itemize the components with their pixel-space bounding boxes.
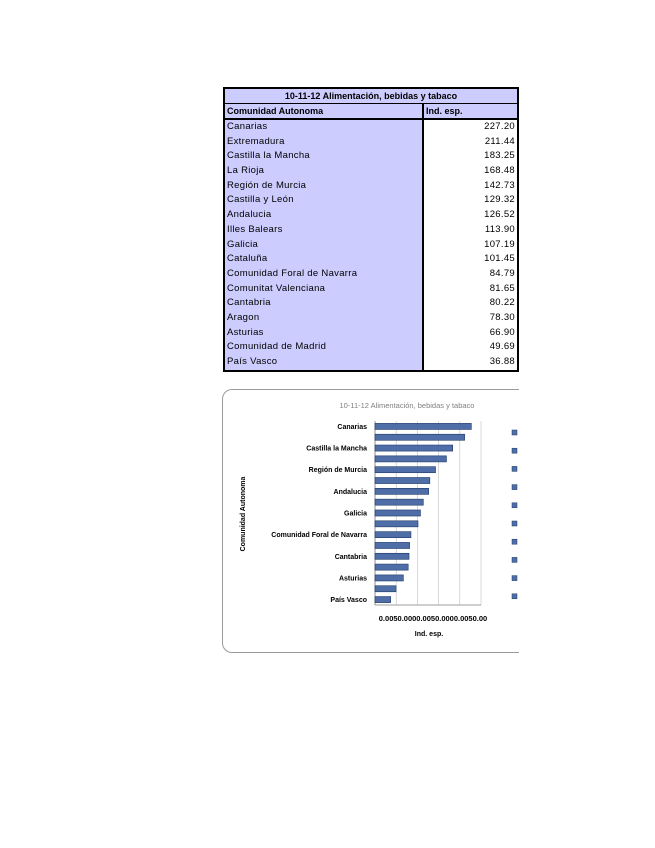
row-value: 81.65 — [489, 282, 515, 294]
legend-swatch — [512, 539, 517, 544]
row-name: Andalucia — [227, 209, 272, 221]
y-tick-label: País Vasco — [330, 597, 367, 605]
y-axis-label: Comunidad Autonoma — [240, 476, 247, 552]
x-axis-label: Ind. esp. — [414, 631, 444, 638]
bar-16 — [375, 597, 391, 603]
row-name: Canarias — [227, 121, 268, 132]
legend-swatch — [512, 448, 517, 453]
bar-13 — [375, 564, 408, 570]
legend-swatch — [512, 503, 517, 508]
bar-6 — [375, 488, 429, 494]
row-name: Comunidad Foral de Navarra — [227, 267, 358, 279]
row-name: Región de Murcia — [227, 179, 307, 191]
row-name: Extremadura — [227, 135, 285, 147]
row-value: 227.20 — [484, 121, 515, 132]
row-name: Aragon — [227, 311, 260, 323]
legend-swatch — [512, 521, 517, 526]
legend-swatch — [512, 485, 517, 490]
bar-chart — [223, 390, 529, 652]
bar-11 — [375, 542, 410, 548]
y-tick-label: Andalucia — [333, 488, 367, 496]
bar-3 — [375, 456, 446, 462]
bars — [375, 423, 471, 602]
bar-14 — [375, 575, 403, 581]
legend-swatch — [512, 557, 517, 562]
row-name: Castilla la Mancha — [227, 150, 311, 162]
row-value: 101.45 — [484, 253, 515, 265]
row-name: Asturias — [227, 326, 264, 338]
table-header — [225, 104, 517, 120]
names-column — [225, 120, 424, 370]
header-comunidad: Comunidad Autonoma — [225, 104, 424, 118]
y-tick-label: Asturias — [338, 575, 367, 583]
row-value: 78.30 — [489, 311, 515, 323]
bar-7 — [375, 499, 423, 505]
table-title: 10-11-12 Alimentación, bebidas y tabaco — [225, 89, 517, 104]
row-name: Comunidad de Madrid — [227, 341, 327, 353]
row-value: 66.90 — [489, 326, 515, 338]
row-value: 36.88 — [489, 356, 515, 367]
legend-swatch — [512, 430, 517, 435]
bar-12 — [375, 553, 409, 559]
bar-1 — [375, 434, 465, 440]
legend-swatch — [512, 466, 517, 471]
row-name: La Rioja — [227, 165, 265, 177]
y-tick-label: Cantabria — [334, 553, 367, 561]
legend-swatch — [512, 576, 517, 581]
bar-8 — [375, 510, 420, 516]
bar-9 — [375, 521, 418, 527]
chart-title: 10-11-12 Alimentación, bebidas y tabaco — [339, 401, 475, 410]
bar-15 — [375, 586, 396, 592]
values-column — [424, 120, 517, 370]
row-value: 80.22 — [489, 297, 515, 309]
row-name: Cataluña — [227, 253, 268, 265]
row-name: Illes Balears — [227, 223, 283, 235]
legend — [512, 430, 517, 599]
row-value: 126.52 — [484, 209, 515, 221]
row-value: 107.19 — [484, 238, 515, 250]
bar-10 — [375, 532, 411, 538]
row-name: Galicia — [227, 238, 259, 250]
row-name: Castilla y León — [227, 194, 294, 206]
y-tick-label: Canarias — [337, 423, 367, 431]
legend-swatch — [512, 594, 517, 599]
row-value: 142.73 — [484, 179, 515, 191]
bar-0 — [375, 423, 471, 429]
x-tick-labels: 0.0050.0000.0050.0000.0050.00 — [378, 614, 488, 623]
y-tick-label: Galicia — [344, 510, 367, 518]
data-table — [223, 87, 519, 372]
bar-4 — [375, 467, 436, 473]
row-value: 129.32 — [484, 194, 515, 206]
row-name: Cantabria — [227, 297, 271, 309]
row-value: 183.25 — [484, 150, 515, 162]
y-tick-label: Región de Murcia — [308, 467, 367, 475]
bar-2 — [375, 445, 453, 451]
row-value: 113.90 — [484, 223, 515, 235]
row-value: 168.48 — [484, 165, 515, 177]
y-tick-label: Comunidad Foral de Navarra — [271, 532, 367, 540]
row-value: 84.79 — [489, 267, 515, 279]
bar-5 — [375, 477, 430, 483]
chart-area — [222, 389, 529, 653]
row-name: País Vasco — [227, 356, 278, 367]
row-value: 211.44 — [484, 135, 515, 147]
row-name: Comunitat Valenciana — [227, 282, 326, 294]
header-ind-esp: Ind. esp. — [426, 106, 463, 116]
y-tick-labels — [271, 424, 367, 604]
y-tick-label: Castilla la Mancha — [306, 445, 367, 453]
row-value: 49.69 — [489, 341, 515, 353]
